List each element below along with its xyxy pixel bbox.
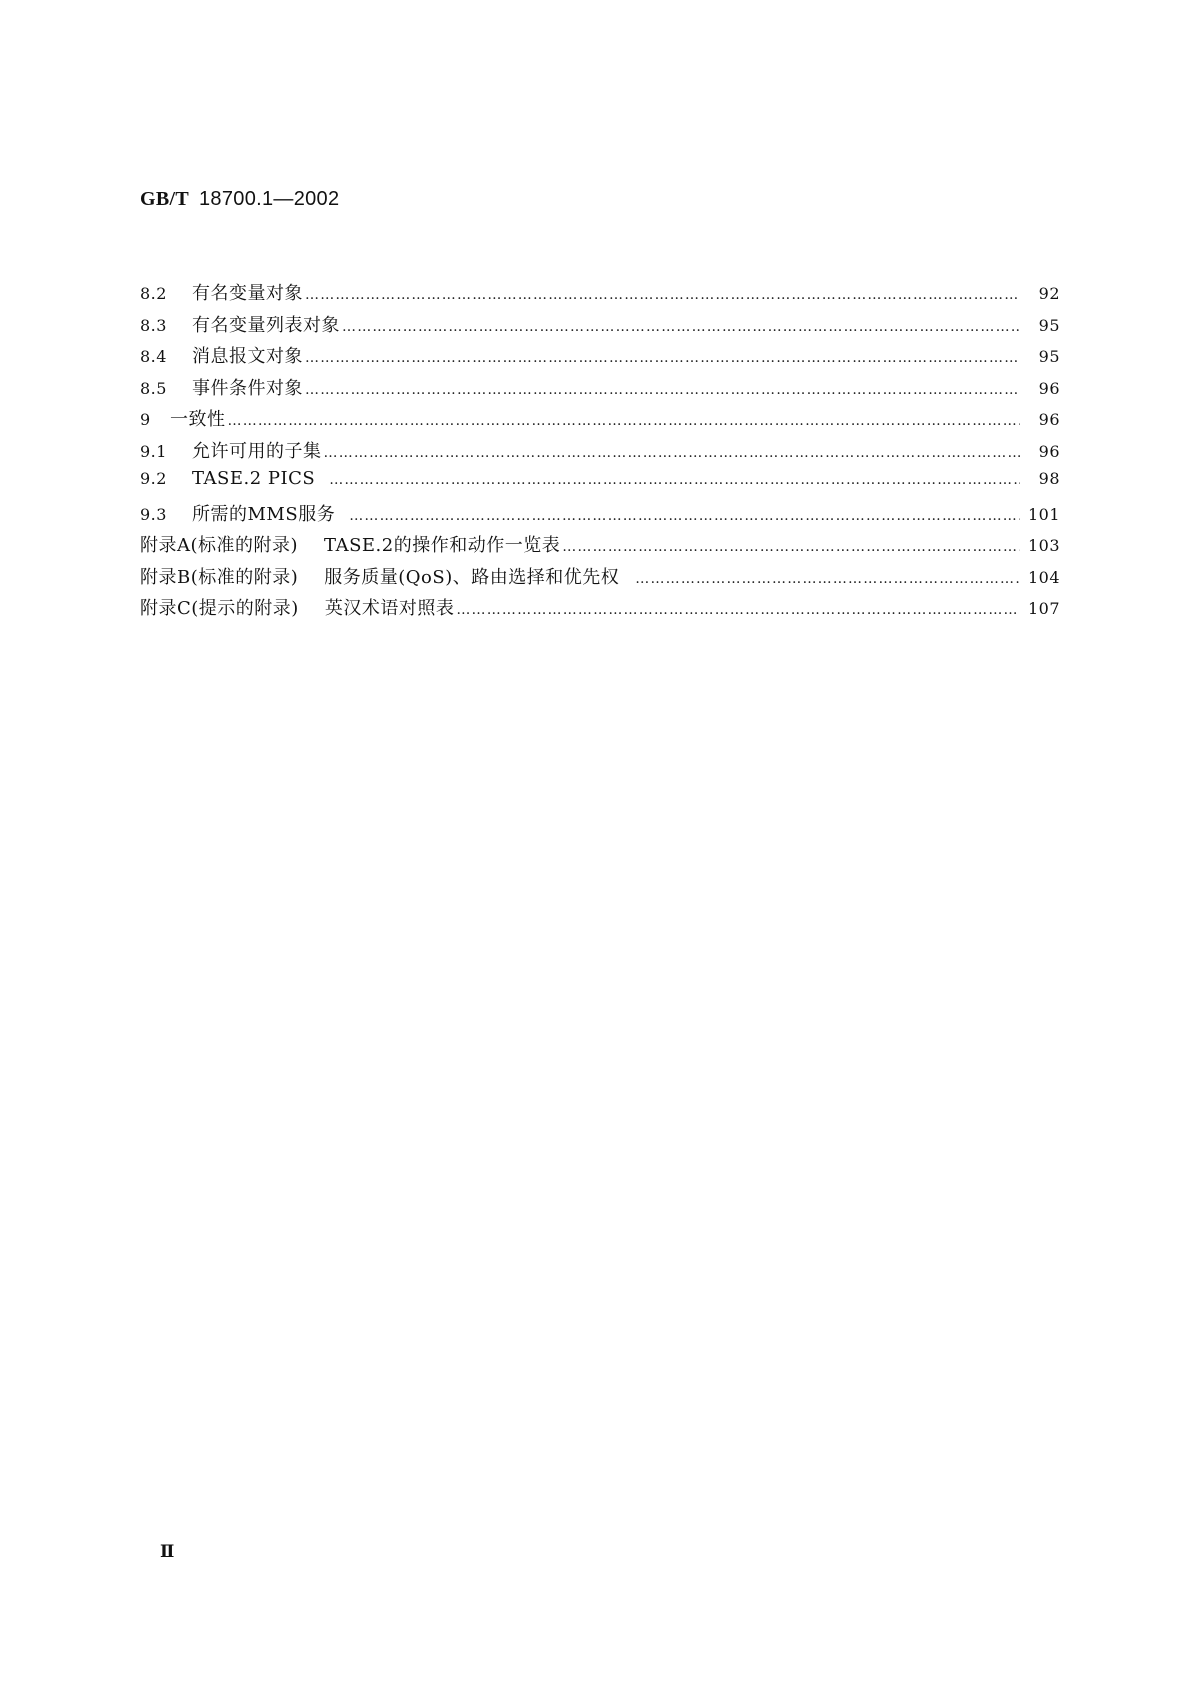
toc-entry[interactable] (140, 405, 1060, 437)
toc-entry-page: 98 (1038, 469, 1060, 488)
toc-entry-title: TASE.2的操作和动作一览表 (324, 535, 561, 556)
toc-entry-number: 附录C(提示的附录) (140, 598, 299, 619)
toc-entry-title: 允许可用的子集 (192, 440, 322, 462)
toc-entry-page: 104 (1027, 567, 1060, 587)
toc-entry-title: TASE.2 PICS (192, 468, 316, 489)
table-of-contents (140, 279, 1060, 626)
toc-entry[interactable] (140, 374, 1060, 406)
toc-entry[interactable] (140, 279, 1060, 311)
toc-entry[interactable] (140, 531, 1060, 563)
toc-entry-page: 95 (1038, 347, 1060, 366)
toc-dot-leader (305, 287, 1020, 303)
toc-entry-number: 8.3 (140, 315, 167, 335)
toc-entry-number: 附录A(标准的附录) (140, 535, 299, 556)
toc-entry-title: 所需的MMS服务 (192, 503, 336, 525)
toc-entry[interactable] (140, 594, 1060, 626)
toc-dot-leader (228, 413, 1021, 429)
standard-prefix: GB/T (140, 188, 189, 210)
toc-dot-leader (456, 602, 1020, 618)
toc-entry-number: 8.2 (140, 284, 167, 303)
page-number: Ⅱ (160, 1542, 175, 1561)
toc-dot-leader (349, 508, 1020, 524)
toc-entry-number: 9.3 (140, 504, 167, 524)
toc-entry[interactable] (140, 437, 1060, 469)
toc-dot-leader (329, 472, 1020, 488)
toc-entry-page: 107 (1027, 599, 1060, 618)
toc-dot-leader (324, 445, 1021, 461)
toc-entry-page: 96 (1038, 378, 1060, 398)
toc-entry-title: 一致性 (170, 409, 226, 430)
standard-number: 18700.1—2002 (199, 188, 340, 210)
toc-entry-page: 92 (1038, 284, 1060, 303)
toc-entry-number: 9 (140, 410, 151, 429)
toc-entry-title: 有名变量列表对象 (192, 314, 340, 336)
toc-entry-page: 96 (1038, 441, 1060, 461)
toc-dot-leader (635, 571, 1020, 587)
document-header (140, 188, 339, 211)
toc-entry-page: 101 (1027, 504, 1060, 524)
toc-entry-page: 103 (1027, 536, 1060, 555)
toc-entry[interactable] (140, 311, 1060, 343)
toc-entry[interactable] (140, 468, 1060, 500)
toc-entry[interactable] (140, 500, 1060, 532)
toc-entry-page: 95 (1038, 315, 1060, 335)
toc-dot-leader (562, 539, 1020, 555)
toc-entry[interactable] (140, 342, 1060, 374)
toc-entry-page: 96 (1038, 410, 1060, 429)
toc-entry-number: 9.2 (140, 469, 167, 488)
toc-dot-leader (342, 319, 1020, 335)
toc-entry-number: 8.4 (140, 347, 167, 366)
toc-entry-number: 8.5 (140, 378, 167, 398)
toc-entry-number: 附录B(标准的附录) (140, 566, 299, 588)
toc-dot-leader (305, 382, 1020, 398)
toc-entry[interactable] (140, 563, 1060, 595)
toc-entry-title: 服务质量(QoS)、路由选择和优先权 (324, 566, 620, 588)
toc-entry-title: 事件条件对象 (192, 377, 303, 399)
toc-dot-leader (305, 350, 1020, 366)
toc-entry-number: 9.1 (140, 441, 167, 461)
toc-entry-title: 消息报文对象 (192, 346, 303, 367)
toc-entry-title: 有名变量对象 (192, 283, 303, 304)
toc-entry-title: 英汉术语对照表 (324, 598, 455, 619)
